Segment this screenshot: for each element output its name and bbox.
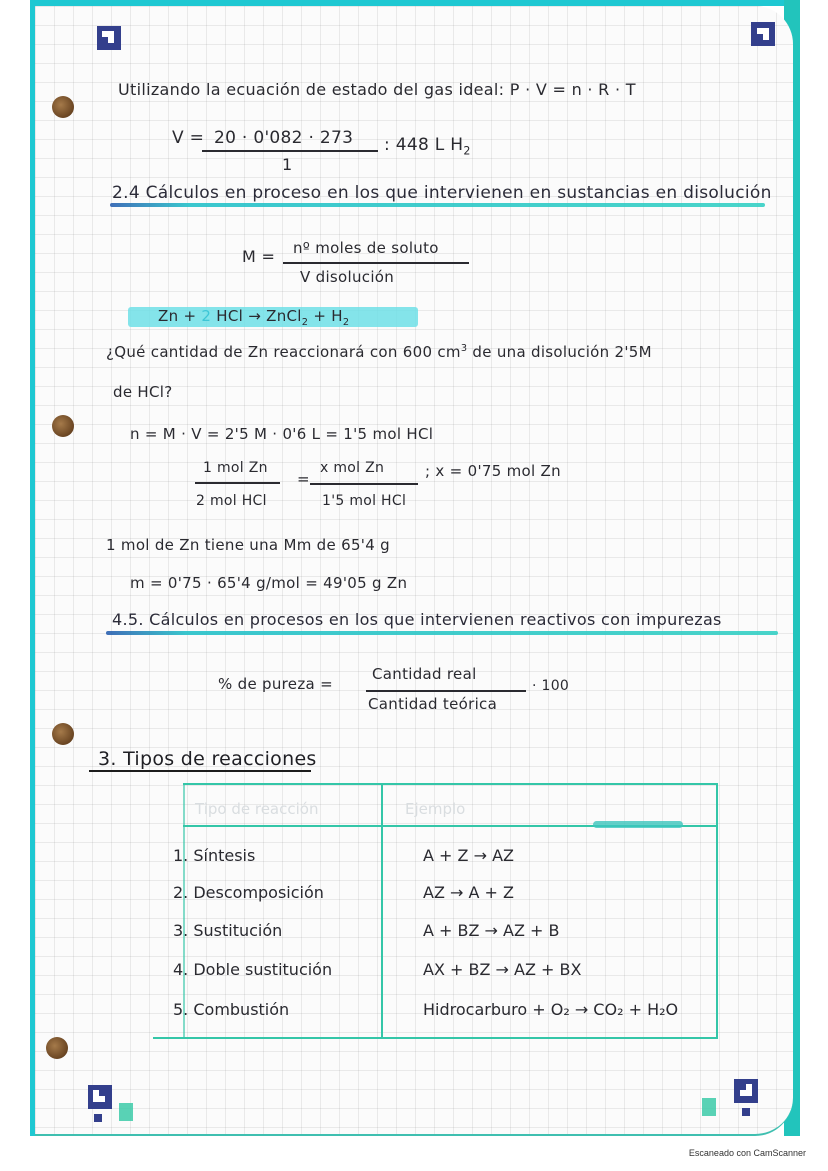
- section-3-title: 3. Tipos de reacciones: [98, 748, 317, 770]
- reaction-sub: 2: [342, 317, 350, 328]
- scanner-watermark: Escaneado con CamScanner: [688, 1148, 806, 1158]
- section-3-underline: [89, 770, 311, 772]
- binder-hole-icon: [52, 415, 74, 437]
- table-border-bottom: [153, 1037, 718, 1039]
- table-row-example: AZ → A + Z: [423, 883, 514, 902]
- table-header-example: Ejemplo: [405, 800, 466, 818]
- table-header-type: Tipo de reacción: [195, 800, 319, 818]
- molarity-numerator: nº moles de soluto: [293, 239, 439, 257]
- zinc-hcl-reaction: [158, 307, 349, 328]
- section-4-5-underline: [106, 631, 778, 635]
- table-row-type: 1. Síntesis: [173, 846, 256, 865]
- question-text: ¿Qué cantidad de Zn reaccionará con 600 cm: [106, 343, 461, 361]
- question-line-1: [106, 343, 652, 361]
- proportion-left-den: 2 mol HCl: [196, 493, 267, 509]
- scan-marker-teal-icon: [119, 1103, 133, 1121]
- reaction-sub: 2: [301, 317, 309, 328]
- molarity-fraction-line: [283, 262, 469, 264]
- volume-fraction-line: [202, 150, 378, 152]
- binder-hole-icon: [46, 1037, 68, 1059]
- mass-calc: m = 0'75 · 65'4 g/mol = 49'05 g Zn: [130, 574, 408, 592]
- reaction-part: HCl → ZnCl: [211, 307, 302, 325]
- purity-lhs: % de pureza =: [218, 675, 333, 693]
- proportion-right-line: [310, 483, 418, 485]
- purity-fraction-line: [366, 690, 526, 692]
- table-row-type: 2. Descomposición: [173, 883, 324, 902]
- molarity-denominator: V disolución: [300, 268, 395, 286]
- scan-corner-marker-icon: [751, 22, 775, 46]
- molar-mass-line: 1 mol de Zn tiene una Mm de 65'4 g: [106, 536, 390, 554]
- section-2-4-title: 2.4 Cálculos en proceso en los que intervienen en sustancias en disolución: [112, 183, 772, 203]
- table-row-example: A + Z → AZ: [423, 846, 514, 865]
- proportion-equals: =: [297, 470, 310, 488]
- question-line-2: de HCl?: [113, 383, 173, 401]
- binder-hole-icon: [52, 723, 74, 745]
- volume-result: [384, 135, 471, 157]
- purity-factor: · 100: [532, 678, 570, 694]
- volume-lhs: V =: [172, 128, 205, 148]
- scan-corner-marker-icon: [97, 26, 121, 50]
- table-row-example: AX + BZ → AZ + BX: [423, 960, 582, 979]
- proportion-left-num: 1 mol Zn: [203, 460, 268, 476]
- volume-result-text: : 448 L H: [384, 135, 464, 155]
- proportion-result: ; x = 0'75 mol Zn: [425, 462, 561, 480]
- table-border-top: [183, 783, 718, 785]
- scan-marker-dot-icon: [94, 1114, 102, 1122]
- reaction-coefficient: 2: [201, 307, 212, 325]
- table-border-middle: [381, 783, 383, 1039]
- section-2-4-underline: [110, 203, 765, 207]
- scan-corner-marker-icon: [734, 1079, 758, 1103]
- table-row-type: 5. Combustión: [173, 1000, 290, 1019]
- reaction-types-table: [173, 783, 718, 1039]
- proportion-right-num: x mol Zn: [320, 460, 385, 476]
- scan-corner-marker-icon: [88, 1085, 112, 1109]
- volume-result-sub: 2: [463, 144, 471, 158]
- scan-marker-teal-icon: [702, 1098, 716, 1116]
- table-row-example: Hidrocarburo + O₂ → CO₂ + H₂O: [423, 1000, 679, 1019]
- table-row-type: 3. Sustitución: [173, 921, 283, 940]
- question-text: de una disolución 2'5M: [467, 343, 652, 361]
- volume-denominator: 1: [282, 155, 293, 174]
- section-4-5-title: 4.5. Cálculos en procesos en los que intervienen reactivos con impurezas: [112, 610, 722, 629]
- purity-numerator: Cantidad real: [372, 665, 477, 683]
- moles-calc: n = M · V = 2'5 M · 0'6 L = 1'5 mol HCl: [130, 425, 434, 443]
- table-border-right: [716, 783, 718, 1039]
- proportion-right-den: 1'5 mol HCl: [322, 493, 407, 509]
- table-row-example: A + BZ → AZ + B: [423, 921, 560, 940]
- ideal-gas-intro: Utilizando la ecuación de estado del gas ideal: P · V = n · R · T: [118, 80, 636, 99]
- purity-denominator: Cantidad teórica: [368, 695, 498, 713]
- reaction-part: + H: [308, 307, 343, 325]
- binder-hole-icon: [52, 96, 74, 118]
- scan-marker-dot-icon: [742, 1108, 750, 1116]
- volume-numerator: 20 · 0'082 · 273: [214, 128, 354, 148]
- proportion-left-line: [195, 482, 280, 484]
- question-superscript: 3: [460, 343, 468, 354]
- reaction-part: Zn +: [158, 307, 202, 325]
- ink-smear: [593, 821, 683, 828]
- molarity-lhs: M =: [242, 247, 276, 266]
- table-row-type: 4. Doble sustitución: [173, 960, 333, 979]
